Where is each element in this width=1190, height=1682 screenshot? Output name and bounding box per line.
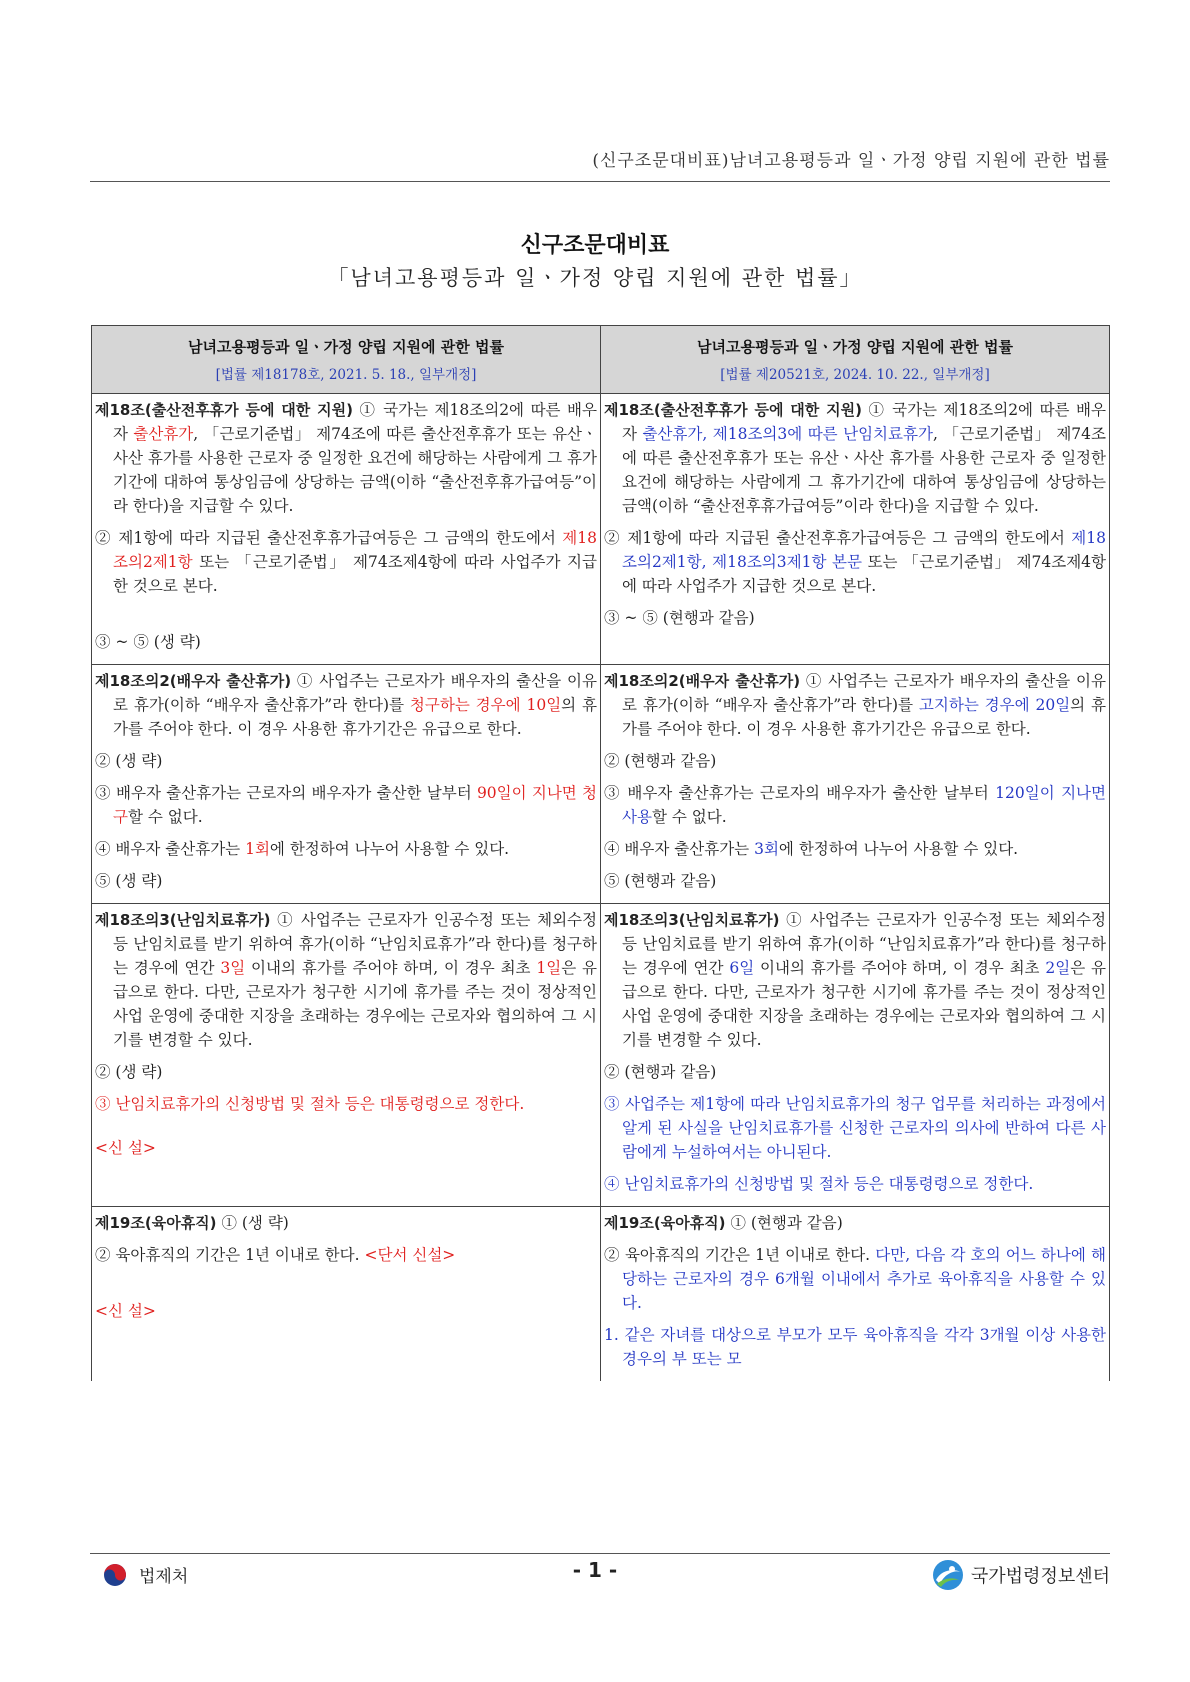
new-provision-marker: <단서 신설>: [364, 1246, 456, 1264]
table-row: [92, 394, 1110, 665]
amended-text: ③ 사업주는 제1항에 따라 난임치료휴가의 청구 업무를 처리하는 과정에서 알게 된 사실을 난임치료휴가를 신청한 근로자의 의사에 반하여 다른 사람에게 누설하여서는 아니된다.: [604, 1095, 1106, 1161]
old-paragraph: [95, 1092, 597, 1116]
article-heading: 제18조(출산전후휴가 등에 대한 지원): [95, 401, 353, 419]
table-row: [92, 665, 1110, 904]
new-paragraph: ③ 배우자 출산휴가는 근로자의 배우자가 출산한 날부터 120일이 지나면 사용할 수 없다.: [604, 784, 1106, 826]
new-paragraph: 제18조의3(난임치료휴가) ① 사업주는 근로자가 인공수정 또는 체외수정 등 난임치료를 받기 위하여 휴가(이하 “난임치료휴가”라 한다)를 청구하는 경우에 연간 6일 이내의 휴가를 주어야 하며, 이 경우 최초 2일은 유급으로 한다. 다만, 근로자가 청구한 시기에 휴가를 주는 것이 정상적인 사업 운영에 중대한 지장을 초래하는 경우에는 근로자와 협의하여 그 시기를 변경할 수 있다.: [604, 911, 1106, 1049]
new-column-header: [601, 326, 1110, 394]
klic-logo-icon: [931, 1558, 965, 1592]
deleted-text: 청구하는 경우에 10일: [409, 696, 562, 714]
new-law-title: 남녀고용평등과 일ㆍ가정 양립 지원에 관한 법률: [697, 338, 1013, 356]
document-subtitle: 「남녀고용평등과 일ㆍ가정 양립 지원에 관한 법률」: [327, 266, 863, 290]
old-provision-cell: [92, 1207, 601, 1382]
old-paragraph: [95, 1136, 597, 1160]
article-heading: 제18조(출산전후휴가 등에 대한 지원): [604, 401, 862, 419]
old-paragraph: ② 육아휴직의 기간은 1년 이내로 한다. <단서 신설>: [95, 1246, 456, 1264]
old-law-note: [법률 제18178호, 2021. 5. 18., 일부개정]: [215, 367, 477, 383]
old-law-title: 남녀고용평등과 일ㆍ가정 양립 지원에 관한 법률: [188, 338, 504, 356]
footer-left-org: 법제처: [139, 1567, 189, 1587]
amended-text: 2일: [1045, 959, 1071, 977]
footer-divider: [90, 1553, 1110, 1554]
document-title: 신구조문대비표: [520, 233, 670, 258]
deleted-text: 3일: [220, 959, 246, 977]
new-provision-marker: <신 설>: [95, 1139, 156, 1157]
old-paragraph: ② (생 략): [95, 1063, 163, 1081]
deleted-text: ③ 난임치료휴가의 신청방법 및 절차 등은 대통령령으로 정한다.: [95, 1095, 525, 1113]
new-paragraph: ② 제1항에 따라 지급된 출산전후휴가급여등은 그 금액의 한도에서 제18조의2제1항, 제18조의3제1항 본문 또는 「근로기준법」 제74조제4항에 따라 사업주가 지급한 것으로 본다.: [604, 529, 1107, 595]
header-divider: [90, 181, 1110, 182]
new-paragraph: ② (현행과 같음): [604, 752, 717, 770]
article-heading: 제18조의2(배우자 출산휴가): [95, 672, 292, 690]
footer-right-org: 국가법령정보센터: [970, 1566, 1110, 1587]
amended-text: 3회: [754, 840, 779, 858]
amended-text: 제18조의2제1항, 제18조의3제1항 본문: [622, 529, 1106, 571]
amended-text: ④ 난임치료휴가의 신청방법 및 절차 등은 대통령령으로 정한다.: [604, 1175, 1034, 1193]
old-paragraph: 제18조(출산전후휴가 등에 대한 지원) ① 국가는 제18조의2에 따른 배우자 출산휴가, 「근로기준법」 제74조에 따른 출산전후휴가 또는 유산ㆍ사산 휴가를 사용한 근로자 중 일정한 요건에 해당하는 사람에게 그 휴가기간에 대하여 통상임금에 상당하는 금액(이하 “출산전후휴가급여등”이라 한다)을 지급할 수 있다.: [95, 401, 597, 515]
old-paragraph: 제18조의3(난임치료휴가) ① 사업주는 근로자가 인공수정 또는 체외수정 등 난임치료를 받기 위하여 휴가(이하 “난임치료휴가”라 한다)를 청구하는 경우에 연간 3일 이내의 휴가를 주어야 하며, 이 경우 최초 1일은 유급으로 한다. 다만, 근로자가 청구한 시기에 휴가를 주는 것이 정상적인 사업 운영에 중대한 지장을 초래하는 경우에는 근로자와 협의하여 그 시기를 변경할 수 있다.: [95, 911, 597, 1049]
new-paragraph: [604, 1092, 1106, 1164]
amended-text: 다만, 다음 각 호의 어느 하나에 해당하는 근로자의 경우 6개월 이내에서 추가로 육아휴직을 사용할 수 있다.: [622, 1246, 1106, 1312]
old-paragraph: ③ 배우자 출산휴가는 근로자의 배우자가 출산한 날부터 90일이 지나면 청구할 수 없다.: [95, 784, 597, 826]
deleted-text: 제18조의2제1항: [113, 529, 597, 571]
old-paragraph: ② (생 략): [95, 752, 163, 770]
new-provision-cell: [601, 904, 1110, 1207]
deleted-text: 출산휴가: [133, 425, 194, 443]
old-paragraph: ④ 배우자 출산휴가는 1회에 한정하여 나누어 사용할 수 있다.: [95, 840, 510, 858]
deleted-text: 90일이 지나면 청구: [113, 784, 597, 826]
new-paragraph: ② (현행과 같음): [604, 1063, 717, 1081]
amended-text: 120일이 지나면 사용: [622, 784, 1106, 826]
deleted-text: 1일: [536, 959, 562, 977]
old-provision-cell: [92, 394, 601, 665]
old-provision-cell: [92, 904, 601, 1207]
new-provision-cell: [601, 665, 1110, 904]
new-paragraph: ③ ~ ⑤ (현행과 같음): [604, 609, 755, 627]
old-paragraph: [95, 1299, 597, 1323]
old-paragraph: ③ ~ ⑤ (생 략): [95, 633, 201, 651]
new-paragraph: 제18조(출산전후휴가 등에 대한 지원) ① 국가는 제18조의2에 따른 배우자 출산휴가, 제18조의3에 따른 난임치료휴가, 「근로기준법」 제74조에 따른 출산전후휴가 또는 유산ㆍ사산 휴가를 사용한 근로자 중 일정한 요건에 해당하는 사람에게 그 휴가기간에 대하여 통상임금에 상당하는 금액(이하 “출산전후휴가급여등”이라 한다)을 지급할 수 있다.: [604, 401, 1106, 515]
footer-klic: [931, 1558, 1110, 1592]
deleted-text: 1회: [245, 840, 270, 858]
article-heading: 제19조(육아휴직): [604, 1214, 726, 1232]
new-paragraph: ② 육아휴직의 기간은 1년 이내로 한다. 다만, 다음 각 호의 어느 하나에 해당하는 근로자의 경우 6개월 이내에서 추가로 육아휴직을 사용할 수 있다.: [604, 1246, 1106, 1312]
running-header: (신구조문대비표)남녀고용평등과 일ㆍ가정 양립 지원에 관한 법률: [592, 151, 1110, 171]
old-paragraph: 제19조(육아휴직) ① (생 략): [95, 1214, 289, 1232]
amended-text: 1. 같은 자녀를 대상으로 부모가 모두 육아휴직을 각각 3개월 이상 사용한 경우의 부 또는 모: [604, 1326, 1106, 1368]
new-provision-cell: [601, 394, 1110, 665]
new-paragraph: 제18조의2(배우자 출산휴가) ① 사업주는 근로자가 배우자의 출산을 이유로 휴가(이하 “배우자 출산휴가”라 한다)를 고지하는 경우에 20일의 휴가를 주어야 한다. 이 경우 사용한 휴가기간은 유급으로 한다.: [604, 672, 1106, 738]
comparison-table: [91, 325, 1110, 1381]
new-provision-marker: <신 설>: [95, 1302, 156, 1320]
amended-text: 6일: [729, 959, 755, 977]
table-row: [92, 1207, 1110, 1382]
new-paragraph: 제19조(육아휴직) ① (현행과 같음): [604, 1214, 843, 1232]
old-paragraph: ② 제1항에 따라 지급된 출산전후휴가급여등은 그 금액의 한도에서 제18조의2제1항 또는 「근로기준법」 제74조제4항에 따라 사업주가 지급한 것으로 본다.: [95, 529, 597, 595]
old-column-header: [92, 326, 601, 394]
new-paragraph: ⑤ (현행과 같음): [604, 872, 717, 890]
new-law-note: [법률 제20521호, 2024. 10. 22., 일부개정]: [720, 367, 990, 383]
new-paragraph: ④ 배우자 출산휴가는 3회에 한정하여 나누어 사용할 수 있다.: [604, 840, 1019, 858]
old-paragraph: ⑤ (생 략): [95, 872, 163, 890]
article-heading: 제18조의3(난임치료휴가): [604, 911, 780, 929]
amended-text: 출산휴가, 제18조의3에 따른 난임치료휴가: [642, 425, 933, 443]
old-paragraph: 제18조의2(배우자 출산휴가) ① 사업주는 근로자가 배우자의 출산을 이유로 휴가(이하 “배우자 출산휴가”라 한다)를 청구하는 경우에 10일의 휴가를 주어야 한다. 이 경우 사용한 휴가기간은 유급으로 한다.: [95, 672, 597, 738]
new-provision-cell: [601, 1207, 1110, 1382]
table-row: [92, 904, 1110, 1207]
article-heading: 제18조의2(배우자 출산휴가): [604, 672, 801, 690]
new-paragraph: [604, 1323, 1106, 1371]
amended-text: 고지하는 경우에 20일: [918, 696, 1071, 714]
new-paragraph: [604, 1172, 1106, 1196]
old-provision-cell: [92, 665, 601, 904]
page-number: - 1 -: [572, 1558, 618, 1582]
article-heading: 제19조(육아휴직): [95, 1214, 217, 1232]
article-heading: 제18조의3(난임치료휴가): [95, 911, 271, 929]
